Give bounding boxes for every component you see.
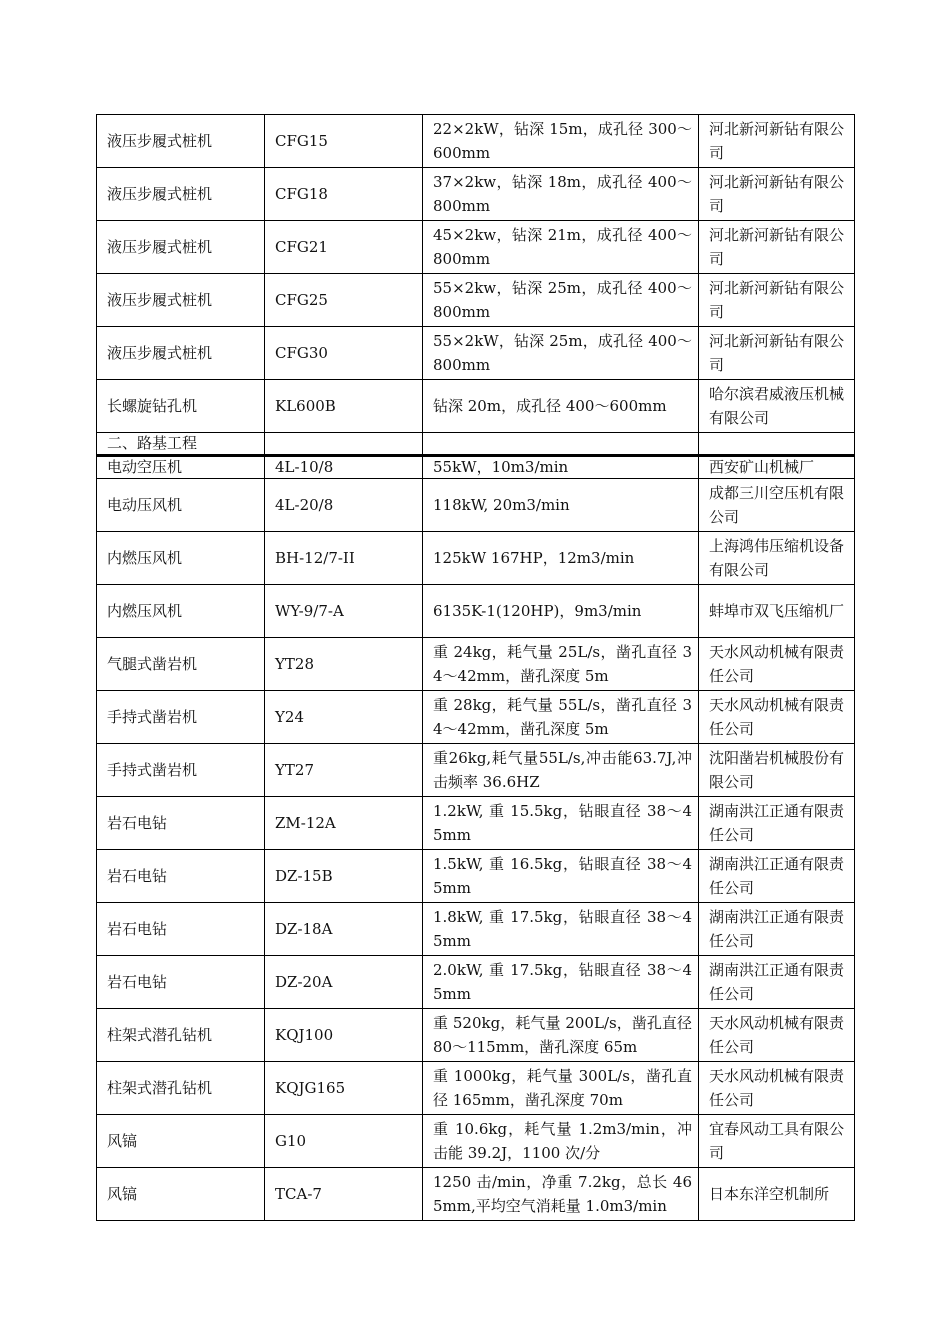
table-row — [97, 532, 855, 585]
table-row — [97, 1168, 855, 1221]
manufacturer-cell: 上海鸿伟压缩机设备有限公司 — [699, 532, 855, 585]
spec-cell: 55kW，10m3/min — [423, 456, 699, 479]
equipment-name-cell: 岩石电钻 — [97, 850, 265, 903]
equipment-name-cell: 柱架式潜孔钻机 — [97, 1062, 265, 1115]
table-row — [97, 797, 855, 850]
equipment-name-cell: 长螺旋钻孔机 — [97, 380, 265, 433]
model-cell: CFG30 — [265, 327, 423, 380]
section-header-row — [97, 433, 855, 456]
table-row — [97, 327, 855, 380]
manufacturer-cell: 沈阳凿岩机械股份有限公司 — [699, 744, 855, 797]
spec-cell: 1250 击/min，净重 7.2kg，总长 465mm,平均空气消耗量 1.0m3/min — [423, 1168, 699, 1221]
table-row — [97, 585, 855, 638]
manufacturer-cell: 河北新河新钻有限公司 — [699, 221, 855, 274]
manufacturer-cell: 河北新河新钻有限公司 — [699, 168, 855, 221]
table-row — [97, 456, 855, 479]
model-cell: YT27 — [265, 744, 423, 797]
equipment-name-cell: 二、路基工程 — [97, 433, 265, 456]
spec-cell — [423, 433, 699, 456]
table-row — [97, 115, 855, 168]
table-row — [97, 221, 855, 274]
model-cell: KL600B — [265, 380, 423, 433]
model-cell: BH-12/7-II — [265, 532, 423, 585]
spec-cell: 重 28kg，耗气量 55L/s，凿孔直径 34～42mm，凿孔深度 5m — [423, 691, 699, 744]
spec-cell: 重 520kg，耗气量 200L/s，凿孔直径 80～115mm，凿孔深度 65m — [423, 1009, 699, 1062]
spec-cell: 重 24kg，耗气量 25L/s，凿孔直径 34～42mm，凿孔深度 5m — [423, 638, 699, 691]
model-cell: G10 — [265, 1115, 423, 1168]
spec-cell: 1.2kW, 重 15.5kg，钻眼直径 38～45mm — [423, 797, 699, 850]
model-cell: CFG25 — [265, 274, 423, 327]
manufacturer-cell: 天水风动机械有限责任公司 — [699, 1009, 855, 1062]
equipment-name-cell: 电动空压机 — [97, 456, 265, 479]
table-row — [97, 1009, 855, 1062]
table-row — [97, 850, 855, 903]
model-cell: WY-9/7-A — [265, 585, 423, 638]
spec-cell: 45×2kw，钻深 21m，成孔径 400～800mm — [423, 221, 699, 274]
manufacturer-cell: 宜春风动工具有限公司 — [699, 1115, 855, 1168]
table-row — [97, 168, 855, 221]
equipment-name-cell: 岩石电钻 — [97, 797, 265, 850]
model-cell: Y24 — [265, 691, 423, 744]
table-row — [97, 1062, 855, 1115]
equipment-name-cell: 内燃压风机 — [97, 585, 265, 638]
spec-cell: 118kW, 20m3/min — [423, 479, 699, 532]
table-row — [97, 691, 855, 744]
equipment-name-cell: 液压步履式桩机 — [97, 221, 265, 274]
manufacturer-cell: 湖南洪江正通有限责任公司 — [699, 797, 855, 850]
spec-cell: 55×2kW，钻深 25m，成孔径 400～800mm — [423, 327, 699, 380]
equipment-name-cell: 电动压风机 — [97, 479, 265, 532]
table-row — [97, 380, 855, 433]
model-cell: YT28 — [265, 638, 423, 691]
equipment-name-cell: 液压步履式桩机 — [97, 327, 265, 380]
manufacturer-cell: 西安矿山机械厂 — [699, 456, 855, 479]
equipment-name-cell: 柱架式潜孔钻机 — [97, 1009, 265, 1062]
spec-cell: 钻深 20m，成孔径 400～600mm — [423, 380, 699, 433]
equipment-name-cell: 岩石电钻 — [97, 903, 265, 956]
equipment-name-cell: 风镐 — [97, 1115, 265, 1168]
manufacturer-cell: 日本东洋空机制所 — [699, 1168, 855, 1221]
spec-cell: 重 1000kg，耗气量 300L/s，凿孔直径 165mm，凿孔深度 70m — [423, 1062, 699, 1115]
spec-cell: 125kW 167HP，12m3/min — [423, 532, 699, 585]
equipment-name-cell: 液压步履式桩机 — [97, 168, 265, 221]
equipment-name-cell: 风镐 — [97, 1168, 265, 1221]
model-cell: DZ-18A — [265, 903, 423, 956]
model-cell: 4L-20/8 — [265, 479, 423, 532]
manufacturer-cell: 天水风动机械有限责任公司 — [699, 638, 855, 691]
spec-cell: 37×2kw，钻深 18m，成孔径 400～800mm — [423, 168, 699, 221]
spec-cell: 1.5kW, 重 16.5kg，钻眼直径 38～45mm — [423, 850, 699, 903]
manufacturer-cell — [699, 433, 855, 456]
manufacturer-cell: 湖南洪江正通有限责任公司 — [699, 956, 855, 1009]
model-cell: KQJG165 — [265, 1062, 423, 1115]
equipment-name-cell: 液压步履式桩机 — [97, 274, 265, 327]
table-row — [97, 479, 855, 532]
spec-cell: 1.8kW, 重 17.5kg，钻眼直径 38～45mm — [423, 903, 699, 956]
table-row — [97, 1115, 855, 1168]
manufacturer-cell: 哈尔滨君威液压机械有限公司 — [699, 380, 855, 433]
spec-cell: 重 10.6kg，耗气量 1.2m3/min，冲击能 39.2J，1100 次/分 — [423, 1115, 699, 1168]
equipment-name-cell: 内燃压风机 — [97, 532, 265, 585]
spec-cell: 55×2kw，钻深 25m，成孔径 400～800mm — [423, 274, 699, 327]
equipment-name-cell: 手持式凿岩机 — [97, 691, 265, 744]
manufacturer-cell: 蚌埠市双飞压缩机厂 — [699, 585, 855, 638]
manufacturer-cell: 河北新河新钻有限公司 — [699, 327, 855, 380]
manufacturer-cell: 成都三川空压机有限公司 — [699, 479, 855, 532]
equipment-name-cell: 手持式凿岩机 — [97, 744, 265, 797]
table-row — [97, 638, 855, 691]
spec-cell: 2.0kW, 重 17.5kg，钻眼直径 38～45mm — [423, 956, 699, 1009]
table-row — [97, 956, 855, 1009]
table-row — [97, 274, 855, 327]
table-row — [97, 903, 855, 956]
manufacturer-cell: 湖南洪江正通有限责任公司 — [699, 850, 855, 903]
equipment-name-cell: 岩石电钻 — [97, 956, 265, 1009]
manufacturer-cell: 天水风动机械有限责任公司 — [699, 1062, 855, 1115]
manufacturer-cell: 天水风动机械有限责任公司 — [699, 691, 855, 744]
model-cell: DZ-20A — [265, 956, 423, 1009]
model-cell: KQJ100 — [265, 1009, 423, 1062]
model-cell: DZ-15B — [265, 850, 423, 903]
model-cell: 4L-10/8 — [265, 456, 423, 479]
model-cell: CFG15 — [265, 115, 423, 168]
model-cell — [265, 433, 423, 456]
equipment-name-cell: 液压步履式桩机 — [97, 115, 265, 168]
model-cell: TCA-7 — [265, 1168, 423, 1221]
model-cell: ZM-12A — [265, 797, 423, 850]
spec-cell: 重26kg,耗气量55L/s,冲击能63.7J,冲击频率 36.6HZ — [423, 744, 699, 797]
manufacturer-cell: 河北新河新钻有限公司 — [699, 115, 855, 168]
equipment-name-cell: 气腿式凿岩机 — [97, 638, 265, 691]
table-row — [97, 744, 855, 797]
spec-cell: 22×2kW，钻深 15m，成孔径 300～600mm — [423, 115, 699, 168]
equipment-table-body — [97, 115, 855, 1221]
model-cell: CFG21 — [265, 221, 423, 274]
equipment-table — [96, 114, 855, 1221]
spec-cell: 6135K-1(120HP)，9m3/min — [423, 585, 699, 638]
manufacturer-cell: 河北新河新钻有限公司 — [699, 274, 855, 327]
model-cell: CFG18 — [265, 168, 423, 221]
manufacturer-cell: 湖南洪江正通有限责任公司 — [699, 903, 855, 956]
